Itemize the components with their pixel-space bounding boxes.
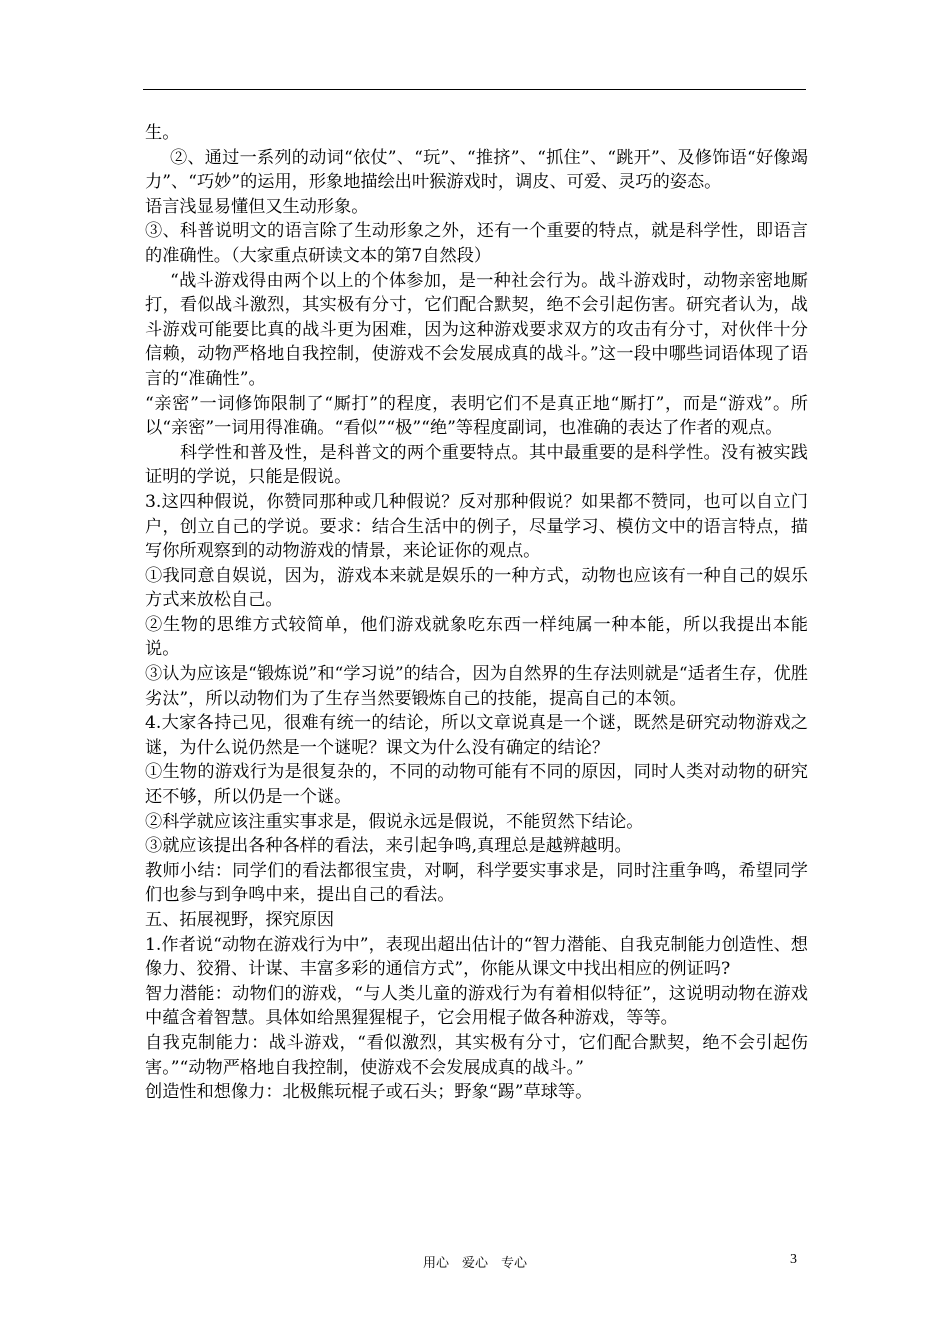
paragraph: 语言浅显易懂但又生动形象。 xyxy=(145,196,369,217)
paragraph: 1.作者说“动物在游戏行为中”，表现出超出估计的“智力潜能、自我克制能力创造性、想像力、狡猾、计谋、丰富多彩的通信方式”，你能从课文中找出相应的例证吗? xyxy=(145,934,808,980)
paragraph: 生。 xyxy=(145,123,180,143)
footer-slogan: 用心 爱心 专心 xyxy=(422,1256,527,1271)
paragraph: 智力潜能：动物们的游戏，“与人类儿童的游戏行为有着相似特征”，这说明动物在游戏中蕴含着智慧。具体如给黑猩猩棍子，它会用棍子做各种游戏，等等。 xyxy=(145,983,808,1029)
paragraph: ②生物的思维方式较简单，他们游戏就象吃东西一样纯属一种本能，所以我提出本能说。 xyxy=(145,614,808,660)
paragraph: ②、通过一系列的动词“依仗”、“玩”、“推挤”、“抓住”、“跳开”、及修饰语“好像竭力”、“巧妙”的运用，形象地描绘出叶猴游戏时，调皮、可爱、灵巧的姿态。 xyxy=(145,147,808,193)
paragraph: 自我克制能力：战斗游戏，“看似激烈，其实极有分寸，它们配合默契，绝不会引起伤害。”“动物严格地自我控制，使游戏不会发展成真的战斗。” xyxy=(145,1032,808,1078)
paragraph: “亲密”一词修饰限制了“厮打”的程度，表明它们不是真正地“厮打”，而是“游戏”。所以“亲密”一词用得准确。“看似”“极”“绝”等程度副词，也准确的表达了作者的观点。 xyxy=(145,393,808,439)
paragraph: “战斗游戏得由两个以上的个体参加，是一种社会行为。战斗游戏时，动物亲密地厮打，看似战斗激烈，其实极有分寸，它们配合默契，绝不会引起伤害。研究者认为，战斗游戏可能要比真的战斗更为困难，因为这种游戏要求双方的攻击有分寸，对伙伴十分信赖，动物严格地自我控制，使游戏不会发展成真的战斗。”这一段中哪些词语体现了语言的“准确性”。 xyxy=(145,270,808,389)
paragraph: ③就应该提出各种各样的看法，来引起争鸣,真理总是越辨越明。 xyxy=(145,836,632,857)
paragraph: 五、拓展视野，探究原因 xyxy=(145,910,335,930)
paragraph: ③认为应该是“锻炼说”和“学习说”的结合，因为自然界的生存法则就是“适者生存，优胜劣汰”，所以动物们为了生存当然要锻炼自己的技能，提高自己的本领。 xyxy=(145,664,808,709)
page-number: 3 xyxy=(790,1252,797,1267)
paragraph: 创造性和想像力：北极熊玩棍子或石头；野象“踢”草球等。 xyxy=(145,1082,593,1103)
paragraph: 4.大家各持己见，很难有统一的结论，所以文章说真是一个谜，既然是研究动物游戏之谜，为什么说仍然是一个谜呢？课文为什么没有确定的结论？ xyxy=(145,713,808,758)
paragraph: ①我同意自娱说，因为，游戏本来就是娱乐的一种方式，动物也应该有一种自己的娱乐方式来放松自己。 xyxy=(145,565,808,611)
paragraph: ②科学就应该注重实事求是，假说永远是假说，不能贸然下结论。 xyxy=(145,811,644,832)
paragraph: 3.这四种假说，你赞同那种或几种假说？反对那种假说？如果都不赞同，也可以自立门户，创立自己的学说。要求：结合生活中的例子，尽量学习、模仿文中的语言特点，描写你所观察到的动物游戏的情景，来论证你的观点。 xyxy=(145,491,808,562)
paragraph: ③、科普说明文的语言除了生动形象之外，还有一个重要的特点，就是科学性，即语言的准确性。（大家重点研读文本的第7自然段） xyxy=(145,221,808,266)
header-rule xyxy=(143,89,806,90)
document-body xyxy=(145,121,808,1105)
paragraph: 教师小结：同学们的看法都很宝贵，对啊，科学要实事求是，同时注重争鸣，希望同学们也参与到争鸣中来，提出自己的看法。 xyxy=(145,860,808,906)
paragraph: ①生物的游戏行为是很复杂的，不同的动物可能有不同的原因，同时人类对动物的研究还不够，所以仍是一个谜。 xyxy=(145,762,808,808)
paragraph: 科学性和普及性，是科普文的两个重要特点。其中最重要的是科学性。没有被实践证明的学说，只能是假说。 xyxy=(145,442,808,488)
